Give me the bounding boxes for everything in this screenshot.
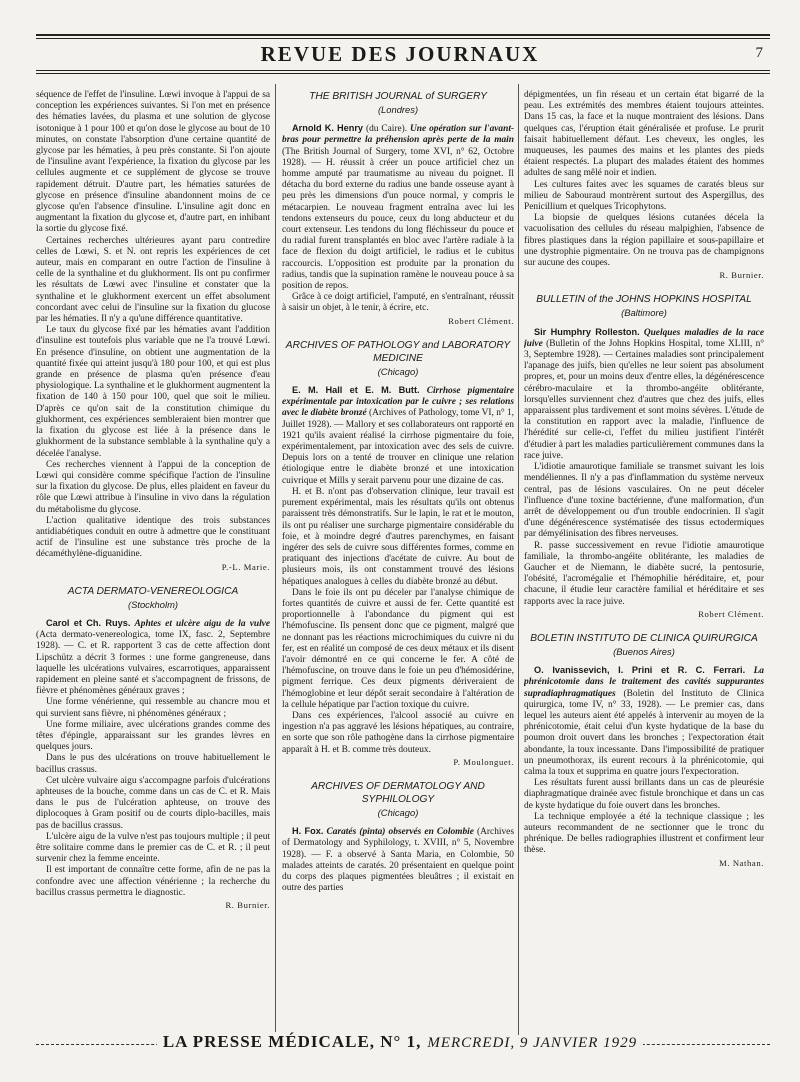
article-body: (Archives of Pathology, tome VI, n° 1, Juillet 1928). — Mallory et ses collaborateurs ont rapporté en 1921 qu'ils avaient réalisé la cirrhose pigmentaire du foie, expérimentalement, par intoxication avec des sels de cuivre. Depuis lors on a tenté de trouver en clinique une relation étiologique entre le diabète bronzé et une intoxication cuivrique et Mills y serait parvenu pour une dizaine de cas. <box>282 408 514 486</box>
paragraph: Dans ces expériences, l'alcool associé au cuivre en ingestion n'a pas aggravé les lésions hépatiques, au contraire, en sorte que son rôle pathogène dans la cirrhose pigmentaire apparaît à H. et B. comme très douteux. <box>282 710 514 755</box>
paragraph: Certaines recherches ultérieures ayant paru contredire celles de Lœwi, S. et N. ont repris les expériences de cet auteur, mais en comparant en outre l'action de l'insuline à celle de la synthaline et du glukhorment. Ils ont pu confirmer les résultats de Lœwi avec l'insuline et constater que la synthaline et le glukhorment exercent un effet absolument concordant avec celui de l'insuline sur la fixation du glucose par les hématies. Il n'y a qu'une différence quantitative. <box>36 235 270 325</box>
article-title: Une opération sur l'avant-bras pour permettre la préhension après perte de la main <box>282 124 514 146</box>
article-lead <box>282 123 514 292</box>
journal-heading: ACTA DERMATO-VENEREOLOGICA <box>67 585 239 597</box>
article-title: Quelques maladies de la race juive <box>524 327 764 349</box>
masthead-rule <box>36 70 770 71</box>
signature: Robert Clément. <box>448 315 514 326</box>
paragraph: L'ulcère aigu de la vulve n'est pas toujours multiple ; il peut être solitaire comme dans le premier cas de C. et R. ; il peut survenir chez la femme enceinte. <box>36 831 270 865</box>
article-authors: Carol et Ch. Ruys. <box>46 617 131 628</box>
paragraph: H. et B. n'ont pas d'observation clinique, leur travail est purement expérimental, mais les résultats qu'ils ont obtenus paraissent très démonstratifs. Sur le lapin, le rat et le mouton, ils ont pu réaliser une surcharge pigmentaire considérable du foie, et à moindre degré d'autres parenchymes, en faisant ingérer des sels de cuivre sous différentes formes, comme en pratiquant des injections d'acétate de cuivre. Au bout de plusieurs mois, ils ont constamment trouvé des lésions hépatiques analogues à celles du diabète bronzé au début. <box>282 486 514 587</box>
journal-heading: THE BRITISH JOURNAL of SURGERY <box>309 91 487 102</box>
article-title: Caratés (pinta) observés en Colombie <box>326 827 474 838</box>
column-divider-1 <box>275 84 276 1040</box>
article-body: (Archives of Dermatology and Syphilology, t. XVIII, n° 5, Novembre 1928). — F. a observé à Santa Maria, en Colombie, 50 malades atteints de caratés. 20 présentaient en quelque point du corps des plaques pigmentées bleuâtres ; il existait en outre des parties <box>282 827 514 894</box>
article-lead <box>282 826 514 894</box>
column-right <box>524 90 764 1035</box>
journal-city: (Londres) <box>377 104 419 115</box>
signature: P. Moulonguet. <box>453 756 514 767</box>
article-authors: Sir Humphry Rolleston. <box>534 326 640 337</box>
paragraph: Les résultats furent aussi brillants dans un cas de pleurésie diaphragmatique drainée avec fistule bronchique et dans un cas de kyste hydatique du foie ouvert dans les bronches. <box>524 778 764 811</box>
footer-date: MERCREDI, 9 JANVIER 1929 <box>427 1035 643 1051</box>
signature: P.-L. Marie. <box>221 561 270 572</box>
journal-city: (Chicago) <box>377 365 419 377</box>
article-title: La phrénicotomie dans le traitement des cavités suppurantes supradiaphragmatiques <box>524 666 764 699</box>
article-authors: Arnold K. Henry <box>292 123 364 134</box>
paragraph: Dans le pus des ulcérations on trouve habituellement le bacillus crassus. <box>36 753 270 775</box>
journal-heading: BULLETIN of the JOHNS HOPKINS HOSPITAL <box>536 294 752 306</box>
signature: M. Nathan. <box>719 857 764 868</box>
journal-heading: ARCHIVES OF DERMATOLOGY AND SYPHILOLOGY <box>311 780 485 805</box>
paragraph: La biopsie de quelques lésions cutanées décela la vacuolisation des cellules du réseau malpighien, l'absence de fibres plastiques dans la région papillaire et sous-papillaire et une dystrophie pigmentaire. On ne trouva pas de champignons sur aucune des coupes. <box>524 213 764 269</box>
journal-heading: BOLETIN INSTITUTO DE CLINICA QUIRURGICA <box>530 632 758 644</box>
journal-city: (Baltimore) <box>621 307 667 319</box>
column-middle <box>282 90 514 1035</box>
paragraph: Dans le foie ils ont pu déceler par l'analyse chimique de fortes quantités de cuivre et aussi de fer. Cette quantité est proportionnelle à l'abondance du pigment qui est l'hémofuscine. Ils pensent donc que ce pigment, malgré que ne donnant pas les réactions microchimiques du cuivre ni du fer, est en réalité un composé de ces deux métaux et ils disent l'avoir démontré en ce qui concerne le fer. A côté de l'hémofuscine, on trouve dans le foie un peu d'hémosidérine, pigment ferrique. Ces deux pigments dériveraient de l'hémoglobine et leur dépôt serait secondaire à l'altération de la cellule hépatique par l'action toxique du cuivre. <box>282 587 514 710</box>
paragraph: Une forme miliaire, avec ulcérations grandes comme des têtes d'épingle, apparaissant sur les grandes lèvres en quelques jours. <box>36 719 270 753</box>
paragraph: dépigmentées, un fin réseau et un certain état bigarré de la peau. Les extrémités des membres étaient toujours atteintes. Dans 15 cas, la face et la nuque montraient des lésions. Dans quelques cas, l'éruption était généralisée et profuse. Le prurit faisait habituellement défaut. Les cheveux, les ongles, les muqueuses, les paumes des mains et les plantes des pieds étaient respectés. La plupart des malades étaient des hommes adultes de sang mêlé noir et indien. <box>524 90 764 179</box>
top-rule <box>36 34 770 36</box>
paragraph: La technique employée a été la technique classique ; les auteurs recommandent de ne sectionner que le tronc du phrénique. De belles radiographies illustrent et confirment leur thèse. <box>524 811 764 856</box>
top-rule-thin <box>36 38 770 39</box>
journal-city: (Buenos Aires) <box>613 645 675 657</box>
paragraph: L'idiotie amaurotique familiale se transmet suivant les lois mendéliennes. Il n'y a pas d'inflammation du système nerveux central, pas de lésions vasculaires. On ne peut déceler l'influence d'une toxine bactérienne, d'une malformation, d'un arrêt de développement ou d'un trouble endocrinien. Il s'agit d'une dégénérescence systématisée des tissus ectodermiques par démyélinisation des fibres nerveuses. <box>524 462 764 540</box>
paragraph: Grâce à ce doigt artificiel, l'amputé, en s'entraînant, réussit à saisir un objet, à le tenir, à écrire, etc. <box>282 292 514 314</box>
footer-title: LA PRESSE MÉDICALE, N° 1, <box>157 1032 428 1051</box>
signature: R. Burnier. <box>225 900 270 911</box>
journal-city: (Chicago) <box>377 806 419 818</box>
article-lead <box>524 665 764 778</box>
journal-city: (Stockholm) <box>127 598 178 610</box>
article-authors: O. Ivanissevich, I. Prini et R. C. Ferrari. <box>534 665 746 676</box>
article-lead <box>524 327 764 462</box>
article-body: (Bulletin of the Johns Hopkins Hospital, tome XLIII, n° 3, Septembre 1928). — Certaines maladies sont principalement l'apanage des juifs, bien qu'elles ne leur soient pas absolument propres, et, pour un moins deux d'entre elles, la dégénérescence cérébro-maculaire et la thrombo-angéite oblitérante, lorsqu'elles surviennent chez d'autres que chez des juifs, elles apparaissent plus tardivement et sont moins sévères. L'étude de la constitution en rapport avec la maladie, l'influence de l'hérédité sur celle-ci, l'effet du milieu justifient l'intérêt d'étudier à part les maladies particulièrement communes dans la race juive. <box>524 338 764 461</box>
column-left <box>36 90 270 1035</box>
article-authors: H. Fox. <box>292 826 324 837</box>
journal-heading: ARCHIVES OF PATHOLOGY and LABORATORY MEDICINE <box>285 339 511 364</box>
paragraph: Les cultures faites avec les squames de caratés bleus sur milieu de Sabouraud montrèrent surtout des Aspergillus, des Penicillium et quelques Tricophytons. <box>524 179 764 213</box>
page-number: 7 <box>755 45 763 61</box>
paragraph: Ces recherches viennent à l'appui de la conception de Lœwi qui considère comme spécifique l'action de l'insuline sur la fixation du glycose. De plus, elles plaident en faveur du rôle que Lœwi attribue à l'insuline in vivo dans la régulation du métabolisme du glycose. <box>36 459 270 515</box>
article-title: Cirrhose pigmentaire expérimentale par intoxication par le cuivre ; ses relations avec le diabète bronzé <box>282 386 514 419</box>
article-authors: E. M. Hall et E. M. Butt. <box>292 385 420 396</box>
paragraph: Une forme vénérienne, qui ressemble au chancre mou et qui survient sans fièvre, ni phénomènes généraux ; <box>36 697 270 719</box>
paragraph: R. passe successivement en revue l'idiotie amaurotique familiale, la thrombo-angéite oblitérante, les maladies de Gaucher et de Niemann, le diabète sucré, la pentosurie, l'obésité, l'acromégalie et l'hémophilie héréditaire, et, pour chacune, il étudie leur caractère familial et héréditaire et ses rapports avec la race juive. <box>524 540 764 607</box>
article-lead <box>282 385 514 487</box>
signature: Robert Clément. <box>698 608 764 619</box>
column-divider-2 <box>518 84 519 1040</box>
paragraph: séquence de l'effet de l'insuline. Lœwi invoque à l'appui de sa conception les expériences suivantes. Si l'on met en présence des hématies lavées, du plasma et une solution de glycose isotonique à 1 pour 100 et qu'on dose le glycose au bout de 10 minutes, on constate l'absorption d'une certaine quantité de glycose par les hématies, à peu près constante. Si l'on ajoute de l'insuline avant l'expérience, la fixation du glycose par les cellules augmente et ce supplément de glycose se trouve rapidement détruit. D'autre part, les hématies saturées de glycose en présence d'insuline abandonnent moins de ce glycose qu'en l'absence d'insuline. L'insuline agit donc en augmentant la fixation du glycose et, d'autre part, en inhibant la sortie du glycose fixé. <box>36 90 270 235</box>
article-title: Aphtes et ulcère aigu de la vulve <box>134 618 270 629</box>
page-footer <box>0 1032 800 1052</box>
article-lead <box>36 618 270 697</box>
article-body: (The British Journal of Surgery, tome XVI, n° 62, Octobre 1928). — H. réussit à créer un pouce artificiel chez un homme amputé par traumatisme au niveau du poignet. Il détacha du bord externe du radius une bande osseuse ayant à peu près les dimensions d'un pouce normal, y compris le métacarpien. Le nouveau fragment entraîna avec lui les tendons extenseurs du pouce, ceux du long abducteur et du court extenseur. Les tendons du long fléchisseur du pouce et du radial furent transplantés en bloc avec l'artère radiale à la face de flexion du doigt artificiel, le radius et le cubitus raccourcis. L'opposition est produite par la pronation du radius, tandis que la supination ramène le nouveau pouce à sa position de repos. <box>282 146 514 292</box>
paragraph: L'action qualitative identique des trois substances antidiabétiques conduit en outre à admettre que le constituant actif de l'insuline est une substance très proche de la décaméthylène-diguanidine. <box>36 515 270 560</box>
article-body: (Boletin del Instituto de Clinica quirurgica, tome IV, n° 33, 1928). — Le premier cas, dans lequel les auteurs aient été appelés à intervenir au moyen de la phrénicotomie, était celui d'un kyste hydatique de la base du poumon droit ouvert dans les bronches ; l'expectoration était abondante, la toux incessante. Dans l'impossibilité de pratiquer un pneumothorax, ils eurent recours à la phrénicotomie, qui calma la toux et supprima en quatre jours l'expectoration. <box>524 688 764 777</box>
article-affiliation: (du Caire). <box>365 124 408 135</box>
paragraph: Le taux du glycose fixé par les hématies avant l'addition d'insuline est toutefois plus variable que ne l'a trouvé Lœwi. En présence d'insuline, on obtient une augmentation de la quantité fixée qui atteint jusqu'à 180 pour 100, et qui est plus grande en présence de plasma qu'en présence d'eau physiologique. La synthaline et le glukhorment augmentent la fixation de 140 à 150 pour 100, quel que soit le milieu. D'après ce qu'on sait de la constitution chimique du glukhorment, ces expériences sembleraient bien montrer que la fixation du glycose est liée à la présence dans le glukhorment de la substance semblable à la synthaline qu'y a décelée l'analyse. <box>36 325 270 459</box>
paragraph: Cet ulcère vulvaire aigu s'accompagne parfois d'ulcérations aphteuses de la bouche, comme dans un cas de C. et R. Mais dans le pus de l'ulcération aphteuse, on trouve des diplocoques à Gram positif ou de courts diplo-bacilles, mais pas de bacillus crassus. <box>36 775 270 831</box>
article-reference: (Acta dermato-venereologica, tome IX, fasc. 2, Septembre 1928). — C. et R. rapportent 3 cas de cette affection dont Lipschütz a décrit 3 formes : une forme gangreneuse, dans laquelle les ulcérations vulvaires, escarrotiques, apparaissent rapidement en pleine santé et s'accompagnent de frissons, de fièvre et phénomènes généraux graves ; <box>36 630 270 697</box>
signature: R. Burnier. <box>719 270 764 281</box>
paragraph: Il est important de connaître cette forme, afin de ne pas la confondre avec une affection vénérienne ; la recherche du bacillus crassus permettra le diagnostic. <box>36 865 270 898</box>
masthead-rule-thin <box>36 73 770 74</box>
page-masthead: REVUE DES JOURNAUX <box>260 42 540 66</box>
